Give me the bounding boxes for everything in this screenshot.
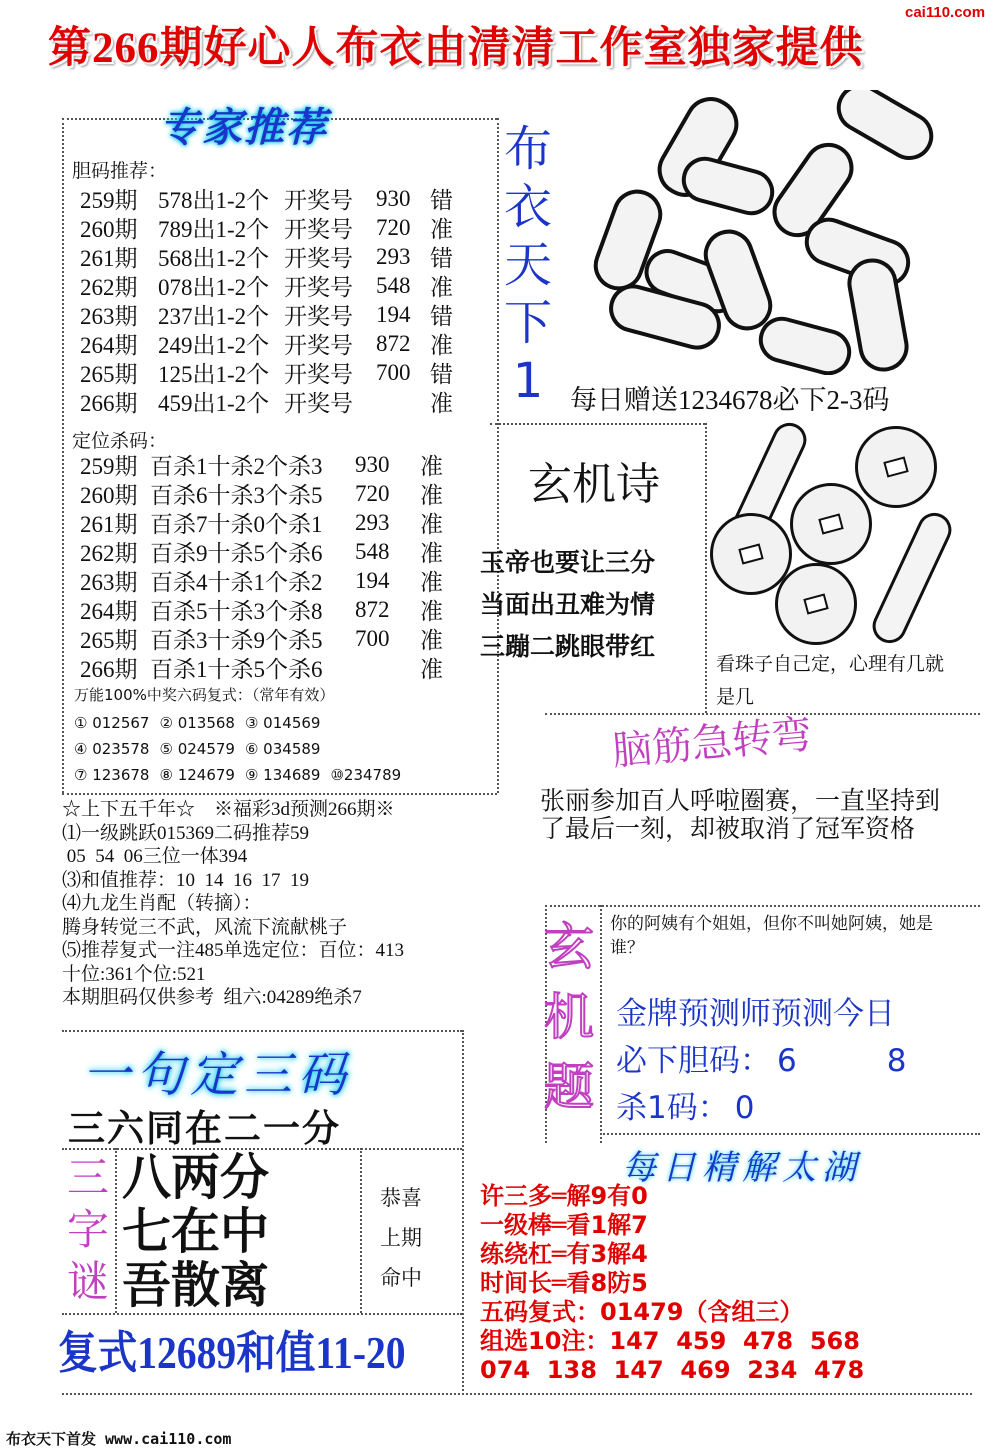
- poem-lines: [480, 542, 655, 668]
- taihu-line: 许三多═解9有0: [480, 1182, 648, 1210]
- num-cell: 293: [355, 509, 390, 535]
- brain-heading: 脑筋急转弯: [610, 711, 814, 775]
- dan-table: [80, 184, 453, 416]
- taihu-line: 074 138 147 469 234 478: [480, 1356, 865, 1384]
- center-divider: [490, 423, 705, 425]
- period-cell: 265期: [80, 628, 138, 653]
- pick-cell: 568出1-2个: [158, 246, 270, 271]
- three-char-vertical-title: [62, 1152, 114, 1308]
- result-cell: 准: [420, 483, 443, 508]
- vertical-char: 字: [66, 1205, 109, 1254]
- three-char-inner: [115, 1148, 117, 1313]
- period-cell: 263期: [80, 570, 138, 595]
- vertical-char: 衣: [503, 179, 552, 235]
- beads-note: 看珠子自己定，心理有几就是几: [716, 653, 945, 708]
- result-cell: 准: [430, 275, 453, 300]
- pick-cell: 078出1-2个: [158, 275, 270, 300]
- result-cell: 准: [430, 217, 453, 242]
- pick-cell: 百杀6十杀3个杀5: [150, 483, 323, 508]
- label-cell: 开奖号: [284, 246, 353, 271]
- kill-table: [80, 450, 443, 682]
- page-title: 第266期好心人布衣由清清工作室独家提供: [48, 25, 864, 72]
- table-row: [80, 387, 453, 416]
- congrats-line: 命中: [380, 1266, 422, 1290]
- buyi-vertical-title: [497, 120, 559, 410]
- poem-image-border: [705, 423, 707, 713]
- label-cell: 开奖号: [284, 391, 353, 416]
- left-column-bottom: [62, 793, 497, 795]
- pick-cell: 459出1-2个: [158, 391, 270, 416]
- result-cell: 准: [420, 512, 443, 537]
- vertical-char: 1: [512, 353, 544, 409]
- num-cell: 194: [355, 567, 390, 593]
- result-cell: 错: [430, 304, 453, 329]
- must-value-b: 8: [886, 1043, 907, 1079]
- riddle-top-divider: [545, 905, 980, 907]
- label-cell: 开奖号: [284, 217, 353, 242]
- period-cell: 260期: [80, 217, 138, 242]
- three-char-inner2: [360, 1148, 362, 1313]
- pick-cell: 百杀5十杀3个杀8: [150, 599, 323, 624]
- taihu-lines: [480, 1182, 864, 1385]
- forecast-block: [62, 798, 502, 1010]
- period-cell: 265期: [80, 362, 138, 387]
- option-item: ⑥ 034589: [244, 740, 321, 758]
- label-cell: 开奖号: [284, 362, 353, 387]
- pick-cell: 百杀1十杀2个杀3: [150, 454, 323, 479]
- kill-value: 0: [734, 1090, 755, 1126]
- forecast-line: ⑸推荐复式一注485单选定位：百位：413: [62, 940, 405, 961]
- option-item: ① 012567: [74, 714, 150, 732]
- num-cell: 930: [376, 185, 411, 211]
- pick-cell: 578出1-2个: [158, 188, 270, 213]
- congrats-line: 恭喜: [380, 1186, 422, 1210]
- poem-line: 三蹦二跳眼带红: [480, 632, 656, 661]
- vertical-char: 布: [503, 121, 552, 177]
- poem-heading: 玄机诗: [528, 459, 660, 510]
- result-cell: 准: [430, 391, 453, 416]
- option-item: ② 013568: [159, 714, 235, 732]
- table-row: [80, 184, 453, 213]
- pick-cell: 125出1-2个: [158, 362, 270, 387]
- result-cell: 错: [430, 188, 453, 213]
- option-item: ③ 014569: [244, 714, 321, 732]
- period-cell: 261期: [80, 246, 138, 271]
- period-cell: 264期: [80, 599, 138, 624]
- site-logo-text: cai110.com: [905, 4, 986, 21]
- option-item: ⑨ 134689: [244, 766, 321, 784]
- six-code-title: 万能100%中奖六码复式：（常年有效）: [74, 686, 335, 704]
- congrats-block: [380, 1178, 422, 1298]
- one-sentence-line: 三六同在二一分: [68, 1107, 341, 1150]
- table-row: [80, 329, 453, 358]
- label-cell: 开奖号: [284, 333, 353, 358]
- taihu-line: 五码复式：01479（含组三）: [480, 1298, 804, 1326]
- pick-cell: 百杀9十杀5个杀6: [150, 541, 323, 566]
- riddle-line: 吾散离: [122, 1256, 270, 1314]
- num-cell: 930: [355, 451, 390, 477]
- label-cell: 开奖号: [284, 304, 353, 329]
- taihu-heading: 每日精解太湖: [622, 1148, 862, 1188]
- forecast-line: 05 54 06三位一体394: [62, 846, 248, 867]
- riddle-question: 你的阿姨有个姐姐，但你不叫她阿姨，她是谁？: [610, 914, 933, 957]
- forecast-line: ☆上下五千年☆ ※福彩3d预测266期※: [62, 799, 395, 820]
- three-char-lines: [122, 1150, 269, 1312]
- table-row: [80, 508, 443, 537]
- option-item: ④ 023578: [74, 740, 150, 758]
- num-cell: 700: [355, 625, 390, 651]
- period-cell: 259期: [80, 454, 138, 479]
- period-cell: 262期: [80, 275, 138, 300]
- table-row: [80, 300, 453, 329]
- kill-title: 定位杀码：: [72, 431, 168, 452]
- option-item: ⑧ 124679: [159, 766, 235, 784]
- period-cell: 264期: [80, 333, 138, 358]
- forecast-line: ⑷九龙生肖配（转摘）：: [62, 893, 262, 914]
- label-cell: 开奖号: [284, 188, 353, 213]
- pick-cell: 百杀7十杀0个杀1: [150, 512, 323, 537]
- pick-cell: 789出1-2个: [158, 217, 270, 242]
- forecast-line: 十位:361个位:521: [62, 963, 206, 985]
- coin-icon: [855, 426, 937, 508]
- result-cell: 准: [420, 628, 443, 653]
- num-cell: 872: [355, 596, 390, 622]
- vertical-char: 谜: [66, 1257, 109, 1306]
- bead-pill-icon: [867, 507, 957, 648]
- pick-cell: 百杀4十杀1个杀2: [150, 570, 323, 595]
- pick-cell: 237出1-2个: [158, 304, 270, 329]
- vertical-char: 玄: [544, 918, 594, 976]
- big-number-graphic: [565, 90, 955, 375]
- poem-line: 玉帝也要让三分: [480, 548, 656, 577]
- compound-text: 复式12689和值11-20: [58, 1328, 406, 1378]
- riddle-right-border: [600, 905, 602, 1143]
- taihu-line: 练绕杠═有3解4: [480, 1240, 648, 1268]
- six-code-options: [74, 710, 494, 788]
- num-cell: 293: [376, 243, 411, 269]
- coin-icon: [790, 483, 872, 565]
- label-cell: 开奖号: [284, 275, 353, 300]
- period-cell: 260期: [80, 483, 138, 508]
- table-row: [80, 537, 443, 566]
- table-row: [80, 595, 443, 624]
- gold-title: 金牌预测师预测今日: [616, 996, 895, 1032]
- riddle-vertical-title: [540, 912, 598, 1122]
- must-pick-row: [616, 1035, 906, 1080]
- table-row: [80, 479, 443, 508]
- vertical-char: 天: [503, 237, 552, 293]
- forecast-line: 腾身转觉三不武，风流下流献桃子: [62, 916, 348, 938]
- option-item: ⑩234789: [330, 766, 402, 784]
- table-row: [80, 271, 453, 300]
- result-cell: 准: [420, 570, 443, 595]
- option-item: ⑤ 024579: [159, 740, 235, 758]
- one-sentence-heading: 一句定三码: [82, 1047, 353, 1103]
- table-row: [80, 624, 443, 653]
- table-row: [80, 653, 443, 682]
- num-cell: 548: [355, 538, 390, 564]
- result-cell: 准: [420, 657, 443, 682]
- taihu-line: 组选10注：147 459 478 568: [480, 1327, 860, 1355]
- period-cell: 259期: [80, 188, 138, 213]
- result-cell: 准: [420, 454, 443, 479]
- site-logo[interactable]: [905, 2, 997, 22]
- beads-image: [710, 418, 960, 648]
- one-sentence-right: [462, 1030, 464, 1395]
- forecast-line: ⑶和值推荐：10 14 16 17 19: [62, 869, 310, 891]
- footer-text[interactable]: 布衣天下首发 www.cai110.com: [6, 1430, 232, 1448]
- period-cell: 261期: [80, 512, 138, 537]
- kill-one-row: [616, 1082, 754, 1127]
- left-column-border: [62, 118, 64, 793]
- riddle-line: 八两分: [122, 1148, 270, 1206]
- riddle-line: 七在中: [122, 1202, 270, 1260]
- num-cell: 720: [376, 214, 411, 240]
- result-cell: 错: [430, 246, 453, 271]
- pick-cell: 百杀3十杀9个杀5: [150, 628, 323, 653]
- result-cell: 准: [420, 541, 443, 566]
- table-row: [80, 242, 453, 271]
- num-cell: 872: [376, 330, 411, 356]
- one-sentence-top: [62, 1030, 462, 1032]
- vertical-char: 机: [544, 988, 594, 1046]
- period-cell: 262期: [80, 541, 138, 566]
- must-label: 必下胆码：: [616, 1043, 771, 1079]
- result-cell: 错: [430, 362, 453, 387]
- result-cell: 准: [420, 599, 443, 624]
- num-cell: 700: [376, 359, 411, 385]
- segment-digits-icon: [565, 90, 955, 375]
- taihu-top-divider: [600, 1133, 980, 1135]
- brain-text: 张丽参加百人呼啦圈赛，一直坚持到了最后一刻，却被取消了冠军资格: [540, 786, 941, 843]
- must-value-a: 6: [777, 1043, 797, 1079]
- vertical-char: 题: [544, 1058, 594, 1116]
- coin-icon: [775, 563, 857, 645]
- kill-label: 杀1码：: [616, 1090, 729, 1126]
- forecast-line: 本期胆码仅供参考 组六:04289绝杀7: [62, 987, 362, 1008]
- period-cell: 263期: [80, 304, 138, 329]
- bottom-divider: [62, 1393, 972, 1395]
- num-cell: 194: [376, 301, 411, 327]
- taihu-line: 时间长═看8防5: [480, 1269, 648, 1297]
- poem-line: 当面出丑难为情: [480, 590, 656, 619]
- daily-gift-text: 每日赠送1234678必下2-3码: [570, 385, 890, 415]
- num-cell: 720: [355, 480, 390, 506]
- dan-title: 胆码推荐：: [72, 161, 168, 182]
- option-item: ⑦ 123678: [74, 766, 150, 784]
- experts-heading: 专家推荐: [160, 105, 328, 151]
- pick-cell: 百杀1十杀5个杀6: [150, 657, 323, 682]
- table-row: [80, 213, 453, 242]
- table-row: [80, 450, 443, 479]
- num-cell: 548: [376, 272, 411, 298]
- period-cell: 266期: [80, 391, 138, 416]
- period-cell: 266期: [80, 657, 138, 682]
- vertical-char: 下: [503, 295, 552, 351]
- taihu-line: 一级棒═看1解7: [480, 1211, 648, 1239]
- pick-cell: 249出1-2个: [158, 333, 270, 358]
- congrats-line: 上期: [380, 1226, 422, 1250]
- result-cell: 准: [430, 333, 453, 358]
- vertical-char: 三: [66, 1153, 109, 1202]
- table-row: [80, 566, 443, 595]
- table-row: [80, 358, 453, 387]
- forecast-line: ⑴一级跳跃015369二码推荐59: [62, 822, 310, 844]
